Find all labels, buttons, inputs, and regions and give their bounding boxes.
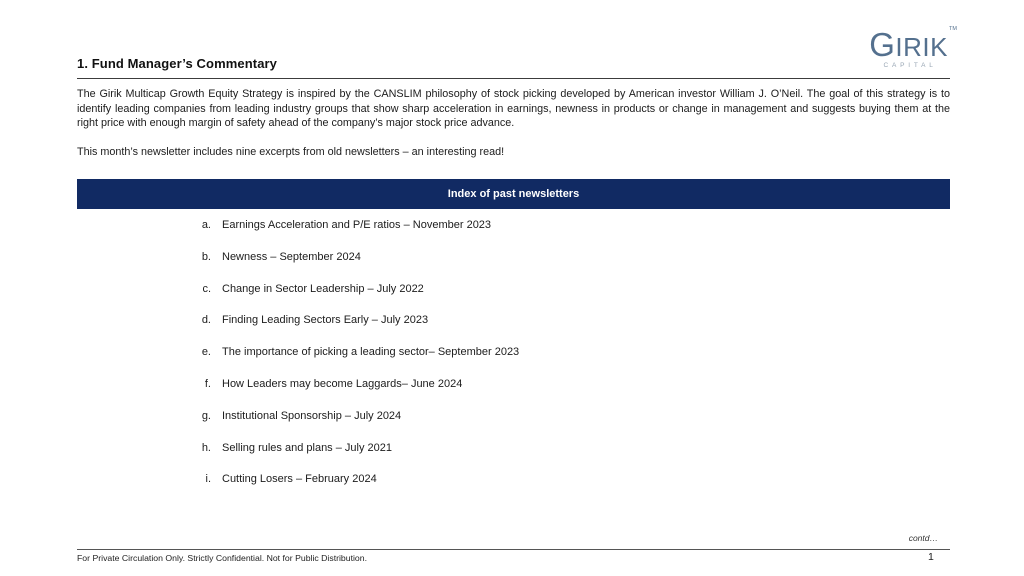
index-item-letter: c.: [202, 282, 211, 295]
index-item-letter: b.: [201, 250, 211, 263]
index-list-item: [77, 283, 950, 298]
index-list-item: [77, 251, 950, 266]
index-item-text: The importance of picking a leading sector– September 2023: [222, 346, 520, 359]
index-list-item: [77, 314, 950, 329]
footer-divider: [77, 549, 950, 550]
trademark-icon: TM: [949, 26, 957, 32]
index-item-letter: f.: [204, 377, 211, 390]
index-item-letter: g.: [201, 409, 211, 422]
index-list-item: [77, 219, 950, 234]
index-item-text: Newness – September 2024: [222, 250, 361, 263]
logo-letter-g: G: [869, 26, 896, 63]
index-item-text: Earnings Acceleration and P/E ratios – November 2023: [222, 219, 492, 231]
index-item-text: How Leaders may become Laggards– June 2024: [222, 377, 463, 390]
index-item-text: Selling rules and plans – July 2021: [222, 441, 393, 454]
footer-disclaimer: For Private Circulation Only. Strictly Confidential. Not for Public Distribution.: [77, 553, 368, 563]
contd-note: contd…: [908, 533, 938, 543]
commentary-paragraph: The Girik Multicap Growth Equity Strategy is inspired by the CANSLIM philosophy of stock picking developed by American investor William J. O’Neil. The goal of this strategy is to identify leading companies from leading industry groups that show sharp acceleration in earnings, newness in products or change in management and suggests buying them at the right price with enough margin of safety ahead of the company’s major stock price advance.: [77, 88, 950, 130]
index-item-text: Institutional Sponsorship – July 2024: [222, 409, 402, 422]
index-item-letter: i.: [205, 473, 211, 486]
index-item-letter: e.: [201, 346, 211, 359]
index-list: [77, 219, 950, 505]
index-item-text: Cutting Losers – February 2024: [222, 473, 377, 486]
index-list-item: [77, 473, 950, 488]
page-title: 1. Fund Manager’s Commentary: [77, 56, 278, 71]
commentary-note: This month’s newsletter includes nine excerpts from old newsletters – an interesting read!: [77, 146, 505, 159]
girik-capital-logo: [869, 26, 957, 69]
index-item-letter: h.: [201, 441, 211, 454]
title-divider: [77, 78, 950, 79]
page-number: 1: [928, 551, 934, 563]
index-list-item: [77, 378, 950, 393]
index-banner: [77, 179, 950, 209]
commentary-section: [77, 87, 950, 160]
index-item-text: Change in Sector Leadership – July 2022: [222, 282, 424, 295]
index-list-item: [77, 410, 950, 425]
index-list-item: [77, 346, 950, 361]
logo-letters-irik: IRIK: [895, 32, 948, 62]
logo-capital-text: CAPITAL: [883, 62, 937, 69]
index-heading: Index of past newsletters: [447, 188, 580, 200]
logo-wordmark: [869, 26, 957, 63]
index-list-item: [77, 442, 950, 457]
index-item-letter: a.: [201, 219, 211, 231]
index-item-letter: d.: [201, 314, 211, 327]
index-item-text: Finding Leading Sectors Early – July 2023: [222, 314, 429, 327]
